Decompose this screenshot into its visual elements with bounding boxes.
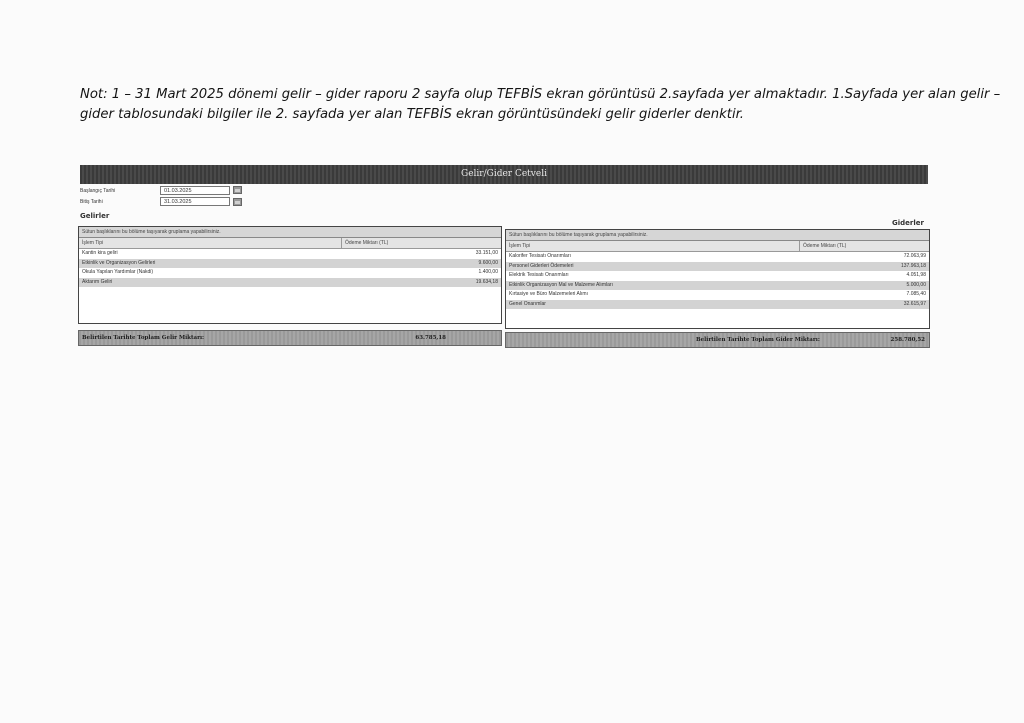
- expense-total-bar: [505, 332, 930, 348]
- expense-row-amount: 5.000,00: [906, 281, 926, 288]
- table-row[interactable]: [79, 278, 501, 288]
- expense-row-type: Kalorifer Tesisatı Onarımları: [509, 253, 571, 259]
- expense-row-type: Genel Onarımlar: [509, 300, 546, 307]
- expense-total-label: Belirtilen Tarihte Toplam Gider Miktarı:: [696, 337, 820, 343]
- expense-row-amount: 32.615,97: [903, 300, 926, 307]
- expense-grid: [505, 229, 930, 329]
- table-row[interactable]: [506, 281, 929, 291]
- end-date-input[interactable]: 31.03.2025: [160, 197, 230, 206]
- income-total-bar: [78, 330, 502, 346]
- expense-col-amount-header[interactable]: Ödeme Miktarı (TL): [799, 241, 929, 251]
- income-row-type: Aktarım Geliri: [82, 278, 113, 285]
- income-grid: [78, 226, 502, 324]
- income-row-amount: 33.151,00: [475, 250, 498, 256]
- expense-row-amount: 137.963,18: [900, 262, 926, 269]
- expense-total-value: 258.780,52: [890, 337, 925, 343]
- income-row-amount: 19.634,18: [475, 278, 498, 285]
- table-row[interactable]: [79, 249, 501, 259]
- income-section-title: Gelirler: [80, 212, 110, 220]
- expense-row-type: Kırtasiye ve Büro Malzemeleri Alımı: [509, 291, 588, 297]
- income-row-type: Kantin kira geliri: [82, 250, 118, 256]
- table-row[interactable]: [506, 290, 929, 300]
- expense-row-amount: 4.051,98: [906, 272, 926, 278]
- report-title-bar: Gelir/Gider Cetveli: [80, 165, 928, 184]
- table-row[interactable]: [506, 252, 929, 262]
- table-row[interactable]: [506, 262, 929, 272]
- income-total-value: 63.785,18: [415, 335, 446, 341]
- table-row[interactable]: [79, 268, 501, 278]
- income-row-type: Etkinlik ve Organizasyon Gelirleri: [82, 259, 156, 266]
- expense-col-type-header[interactable]: İşlem Tipi: [509, 243, 531, 249]
- end-date-calendar-icon[interactable]: [233, 198, 242, 206]
- table-row[interactable]: [79, 259, 501, 269]
- expense-row-amount: 72.063,99: [903, 253, 926, 259]
- start-date-input[interactable]: 01.03.2025: [160, 186, 230, 195]
- note-line-2: gider tablosundaki bilgiler ile 2. sayfada yer alan TEFBİS ekran görüntüsündeki gelir giderler denktir.: [80, 107, 745, 122]
- expense-header-row: [506, 241, 929, 252]
- income-row-type: Okula Yapılan Yardımlar (Nakdi): [82, 269, 154, 275]
- end-date-label: Bitiş Tarihi: [80, 199, 103, 205]
- income-row-amount: 9.600,00: [478, 259, 498, 266]
- income-header-row: [79, 238, 501, 249]
- income-col-type-header[interactable]: İşlem Tipi: [82, 240, 104, 246]
- expense-row-type: Personel Giderleri Ödemeleri: [509, 262, 574, 269]
- income-col-amount-header[interactable]: Ödeme Miktarı (TL): [341, 238, 501, 248]
- expense-row-type: Etkinlik Organizasyon Mal ve Malzeme Alımları: [509, 281, 613, 288]
- table-row[interactable]: [506, 300, 929, 310]
- start-date-label: Başlangıç Tarihi: [80, 188, 116, 194]
- expense-group-panel[interactable]: Sütun başlıklarını bu bölüme taşıyarak gruplama yapabilirsiniz.: [506, 230, 929, 241]
- income-total-label: Belirtilen Tarihte Toplam Gelir Miktarı:: [82, 335, 205, 341]
- start-date-calendar-icon[interactable]: [233, 186, 242, 194]
- income-row-amount: 1.400,00: [478, 269, 498, 275]
- income-group-panel[interactable]: Sütun başlıklarını bu bölüme taşıyarak gruplama yapabilirsiniz.: [79, 227, 501, 238]
- table-row[interactable]: [506, 271, 929, 281]
- note-text: [80, 85, 1001, 125]
- note-line-1: Not: 1 – 31 Mart 2025 dönemi gelir – gider raporu 2 sayfa olup TEFBİS ekran görüntüsü 2.sayfada yer almaktadır. 1.Sayfada yer alan gelir –: [80, 87, 1001, 102]
- expense-row-amount: 7.085,40: [906, 291, 926, 297]
- expense-section-title: Giderler: [892, 219, 924, 227]
- expense-row-type: Elektrik Tesisatı Onarımları: [509, 272, 569, 278]
